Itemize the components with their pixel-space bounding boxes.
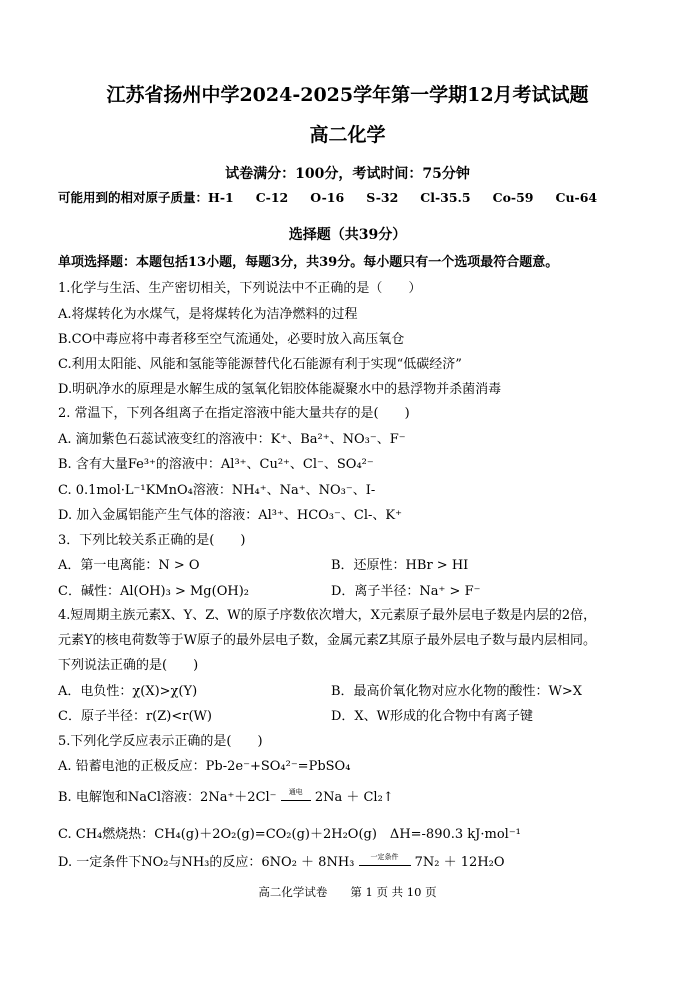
atomic-masses — [58, 188, 619, 206]
exam-info: 试卷满分：100分，考试时间：75分钟 — [225, 166, 470, 182]
q3-option-b: B．还原性：HBr > HI — [331, 558, 469, 573]
q2-c-text: C. 0.1mol·L⁻¹KMnO₄溶液： — [58, 483, 232, 498]
exam-subtitle: 高二化学 — [309, 124, 386, 146]
q5-d-left: D. 一定条件下NO₂与NH₃的反应：6NO₂ ＋ 8NH₃ — [58, 855, 355, 870]
q3-stem: 3．下列比较关系正确的是( ) — [58, 533, 246, 548]
mass-h: H-1 — [208, 190, 234, 205]
mass-cl: Cl-35.5 — [420, 190, 471, 205]
q4-option-b: B．最高价氧化物对应水化物的酸性：W>X — [331, 684, 583, 699]
q2-d-ions: Al³⁺、HCO₃⁻、Cl-、K⁺ — [258, 508, 402, 523]
electrolysis-arrow — [281, 788, 311, 801]
q2-c-ions: NH₄⁺、Na⁺、NO₃⁻、I- — [231, 483, 376, 498]
q3-option-a: A．第一电离能：N > O — [58, 558, 200, 573]
mass-c: C-12 — [255, 190, 289, 205]
q5-option-d — [58, 851, 505, 870]
mass-co: Co-59 — [492, 190, 534, 205]
mass-o: O-16 — [310, 190, 345, 205]
q5-d-right: 7N₂ ＋ 12H₂O — [414, 855, 505, 870]
exam-title: 江苏省扬州中学2024-2025学年第一学期12月考试试题 — [106, 84, 589, 106]
q1-option-c: C.利用太阳能、风能和氢能等能源替代化石能源有利于实现“低碳经济” — [58, 357, 462, 372]
q2-a-ions: K⁺、Ba²⁺、NO₃⁻、F⁻ — [270, 432, 406, 447]
q2-b-ions: Al³⁺、Cu²⁺、Cl⁻、SO₄²⁻ — [220, 457, 374, 472]
q2-option-a — [58, 428, 406, 447]
q1-option-a: A.将煤转化为水煤气，是将煤转化为洁净燃料的过程 — [58, 307, 358, 322]
q2-a-text: A. 滴加紫色石蕊试液变红的溶液中： — [58, 432, 271, 447]
q5-option-c: C. CH₄燃烧热：CH₄(g)＋2O₂(g)=CO₂(g)＋2H₂O(g) ΔH=-890.3 kJ·mol⁻¹ — [58, 827, 521, 842]
condition-arrow — [359, 853, 411, 866]
q5-b-left: B. 电解饱和NaCl溶液：2Na⁺＋2Cl⁻ — [58, 790, 277, 805]
q2-d-text: D. 加入金属铝能产生气体的溶液： — [58, 508, 259, 523]
q2-stem: 2. 常温下，下列各组离子在指定溶液中能大量共存的是( ) — [58, 406, 410, 421]
q5-option-a: A. 铅蓄电池的正极反应：Pb-2e⁻+SO₄²⁻=PbSO₄ — [58, 759, 351, 774]
q4-option-a: A．电负性：χ(X)>χ(Y) — [58, 684, 198, 699]
mass-s: S-32 — [366, 190, 399, 205]
q5-d-condition: 一定条件 — [370, 853, 399, 861]
q1-option-d: D.明矾净水的原理是水解生成的氢氧化铝胶体能凝聚水中的悬浮物并杀菌消毒 — [58, 382, 502, 397]
q4-line-3: 下列说法正确的是( ) — [58, 658, 199, 673]
q5-option-b — [58, 786, 394, 805]
q2-option-b — [58, 453, 374, 472]
q1-option-b: B.CO中毒应将中毒者移至空气流通处，必要时放入高压氧仓 — [58, 332, 405, 347]
q1-stem: 1.化学与生活、生产密切相关，下列说法中不正确的是（ ） — [58, 281, 422, 296]
q2-option-c — [58, 479, 375, 498]
q4-option-c: C．原子半径：r(Z)<r(W) — [58, 709, 212, 724]
q4-line-2: 元素Y的核电荷数等于W原子的最外层电子数，金属元素Z其原子最外层电子数与最内层相同。 — [58, 633, 596, 648]
masses-label: 可能用到的相对原子质量： — [58, 190, 209, 205]
q2-option-d — [58, 504, 402, 523]
mass-cu: Cu-64 — [555, 190, 598, 205]
q5-b-right: 2Na ＋ Cl₂↑ — [314, 790, 394, 805]
page-footer: 高二化学试卷 第 1 页 共 10 页 — [258, 885, 437, 899]
q3-option-d: D．离子半径：Na⁺ > F⁻ — [331, 584, 481, 599]
q4-line-1: 4.短周期主族元素X、Y、Z、W的原子序数依次增大，X元素原子最外层电子数是内层的2倍， — [58, 608, 597, 623]
q4-option-d: D．X、W形成的化合物中有离子键 — [331, 709, 534, 724]
section-instruction: 单项选择题：本题包括13小题，每题3分，共39分。每小题只有一个选项最符合题意。 — [58, 255, 559, 270]
q3-option-c: C．碱性：Al(OH)₃ > Mg(OH)₂ — [58, 584, 249, 599]
q5-b-condition: 通电 — [288, 788, 303, 796]
q2-b-text: B. 含有大量Fe³⁺的溶液中： — [58, 457, 221, 472]
q5-stem: 5.下列化学反应表示正确的是( ) — [58, 734, 263, 749]
section-title: 选择题（共39分） — [288, 227, 407, 243]
